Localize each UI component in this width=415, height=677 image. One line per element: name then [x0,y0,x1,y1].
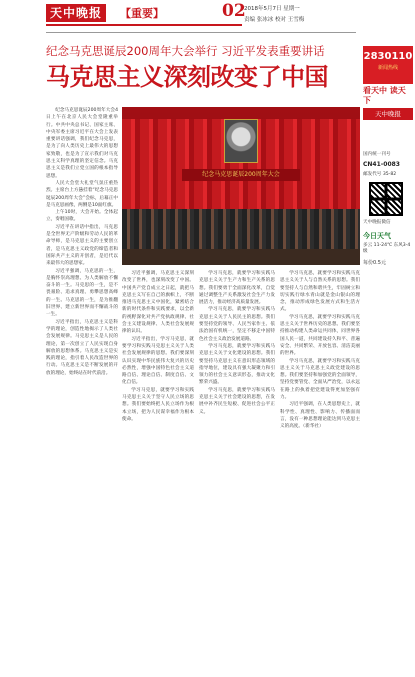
ad-banner [363,46,413,84]
paragraph: 习近平指出，学习马克思，就要学习和实践马克思主义关于人类社会发展规律的思想。我们要深刻认识实现中华民族伟大复兴的历史必然性，增强中国特色社会主义道路自信、理论自信、制度自信、文化自信。 [122,336,194,386]
photo-banner: 纪念马克思诞辰200周年大会 [182,169,300,181]
masthead [0,0,415,40]
editors-line: 责编 张冰冰 校对 王雪梅 [244,17,305,23]
top-divider [46,32,356,33]
weather-text: 多云 11-24℃ 东风3-4级 [363,242,411,254]
issn-number: CN41-0083 [363,160,400,168]
paragraph: 学习马克思，就要学习和实践马克思主义关于人与自然关系的思想。我们要坚持人与自然和谐共生，牢固树立和切实践行绿水青山就是金山银山的理念，推动形成绿色发展方式和生活方式。 [280,271,360,313]
ad-slogan: 看天中 读天下 [363,86,406,105]
paragraph: 学习马克思，就要学习和实践马克思主义关于人民民主的思想。我们要坚持党的领导、人民当家作主、依法治国有机统一，坚定不移走中国特色社会主义政治发展道路。 [199,307,275,342]
paragraph: 纪念马克思诞辰200周年大会4日上午在北京人民大会堂隆重举行。中共中央总书记、国家主席、中央军委主席习近平在大会上发表重要讲话强调，我们纪念马克思，是为了向人类历史上最伟大的思想家致敬，也是为了宣示我们对马克思主义科学真理的坚定信念。马克思主义是我们立党立国的根本指导思想。 [46,108,118,179]
rostrum-seating [122,209,360,249]
conference-photo [122,107,360,265]
stage-floor [122,249,360,265]
paragraph: 习近平在讲话中指出，马克思是全世界无产阶级和劳动人民的革命导师，是马克思主义的主要创立者，是马克思主义政党的缔造者和国际共产主义的开创者，是近代以来最伟大的思想家。 [46,224,118,267]
ad-body [363,86,413,120]
qr-label: 天中晚报微信 [363,220,391,225]
paragraph: 学习马克思，就要学习和实践马克思主义关于马克思主义政党建设的思想。我们要坚持和加强党的全面领导，坚持党要管党、全面从严治党，以永远在路上的执着把党建设得更加坚强有力。 [280,358,360,401]
paragraph: 学习马克思，就要学习和实践马克思主义关于生产力和生产关系的思想。我们要勇于全面深化改革，自觉通过调整生产关系激发社会生产力发展活力，推动经济高质量发展。 [199,271,275,306]
qr-code-icon [369,182,403,216]
page-number: 02 [222,1,246,21]
article-column-1 [46,107,118,671]
hotline-label: 新闻热线 [377,65,398,71]
postal-code: 邮发代号 35-82 [363,171,397,177]
issn-label: 国内统一刊号 [363,152,391,157]
article-column-3 [199,270,275,670]
header-rule [46,24,242,26]
newspaper-logo: 天中晚报 [46,4,106,22]
paragraph: 习近平强调，马克思的一生，是胸怀崇高理想、为人类解放不懈奋斗的一生。马克思的一生，是不畏艰险、追求真理、勇攀思想高峰的一生。马克思的一生，是为推翻旧世界、建立新世界而不懈战斗的一生。 [46,268,118,318]
hotline-number: 2830110 [363,51,413,62]
paragraph: 习近平指出，马克思主义是科学的理论，创造性地揭示了人类社会发展规律。马克思主义是人民的理论，第一次创立了人民实现自身解放的思想体系。马克思主义是实践的理论，指引着人民改造世界的行动。马克思主义是不断发展的开放的理论，始终站在时代前沿。 [46,319,118,376]
paragraph: 学习马克思，就要学习和实践马克思主义关于世界历史的思想。我们要坚持推动构建人类命运共同体，同世界各国人民一道，共同建设持久和平、普遍安全、共同繁荣、开放包容、清洁美丽的世界。 [280,314,360,357]
ad-red-box: 天中晚报 [363,108,413,120]
article-headline: 马克思主义深刻改变了中国 [46,62,328,91]
sidebar-info [363,148,413,266]
paragraph: 上午10时，大会开始。全体起立，奏唱国歌。 [46,210,118,223]
paragraph: 学习马克思，就要学习和实践马克思主义关于社会建设的思想，在发展中补齐民生短板、促进社会公平正义。 [199,387,275,415]
marx-portrait [224,119,258,163]
section-tag: 【重要】 [120,7,164,20]
paragraph: 习近平强调，在人类思想史上，就科学性、真理性、影响力、传播面而言，没有一种思想理论能达到马克思主义的高度。（新华社） [280,402,360,430]
paragraph: 学习马克思，就要学习和实践马克思主义关于文化建设的思想。我们要坚持马克思主义在意识形态领域的指导地位，建设具有强大凝聚力和引领力的社会主义意识形态，推动文化繁荣兴盛。 [199,343,275,386]
price-text: 每份0.5元 [363,259,386,266]
article-subhead: 纪念马克思诞辰200周年大会举行 习近平发表重要讲话 [46,44,325,58]
article-column-4 [280,270,360,670]
paragraph: 人民大会堂大礼堂气氛庄重热烈。主席台上方悬挂着“纪念马克思诞辰200周年大会”会标，后幕正中是马克思画像，两侧是10面红旗。 [46,180,118,208]
sidebar-ad [363,46,413,144]
paragraph: 习近平强调，马克思主义深刻改变了世界，也深刻改变了中国。中国共产党自成立之日起，就把马克思主义写在自己的旗帜上，不断推进马克思主义中国化，紧密结合新的时代条件和实践要求，以全新的视野深化对共产党执政规律、社会主义建设规律、人类社会发展规律的认识。 [122,271,194,335]
paragraph: 学习马克思，就要学习和实践马克思主义关于坚守人民立场的思想。我们要始终把人民立场作为根本立场，把为人民谋幸福作为根本使命。 [122,387,194,422]
issue-date: 2018年5月7日 星期一 [244,6,300,12]
article-column-2 [122,270,194,670]
weather-label: 今日天气 [363,231,391,240]
